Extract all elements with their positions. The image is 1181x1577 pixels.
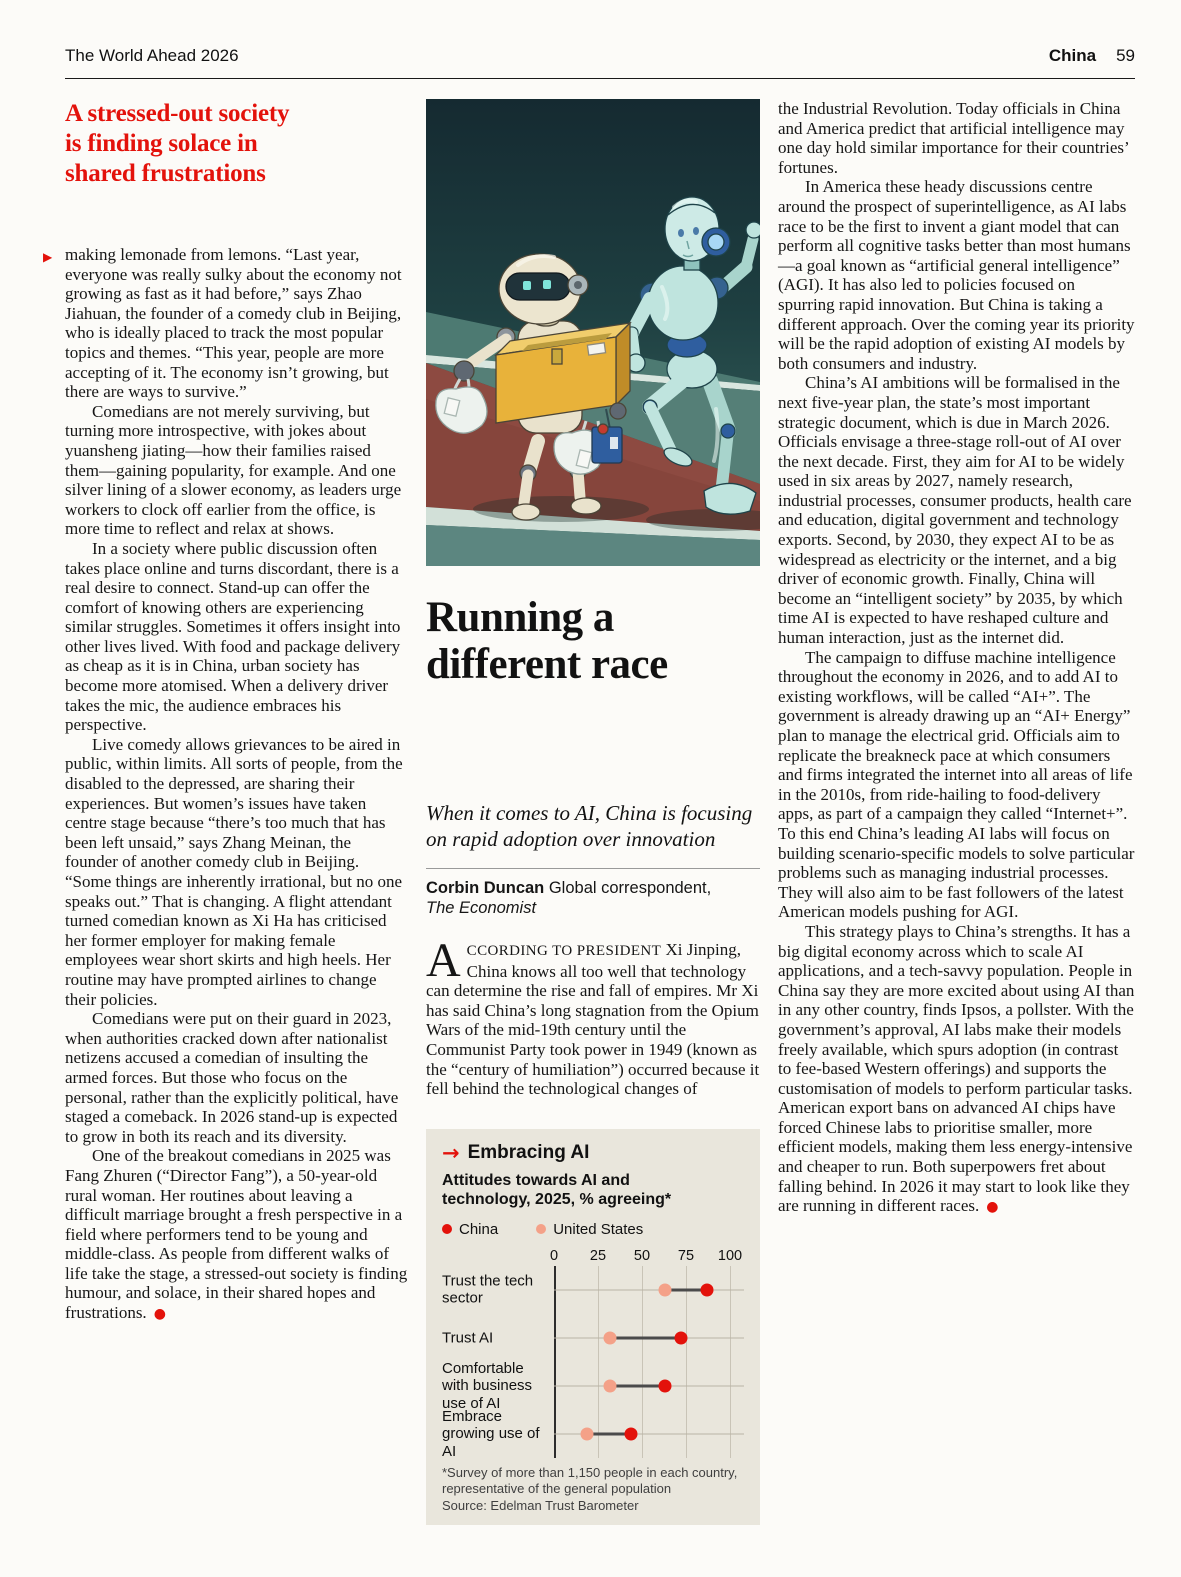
section-label: China [1048,46,1097,65]
article-title [426,594,760,688]
legend-dot-icon [442,1224,452,1234]
body-paragraph: In a society where public discussion often takes place online and turns discordant, there is a real desire to connect. Stand-up can offer the comfort of knowing others are experiencing similar struggles. Sometimes it offers insight into other lives lived. With food and package delivery as cheap as it is in China, urban society has become more atomised. When a delivery driver takes the mic, the audience embraces his perspective. [65,538,401,735]
chart-footnote [442,1465,744,1515]
pull-quote-line: is finding solace in [65,130,258,157]
body-paragraph: Live comedy allows grievances to be aired in public, within limits. All sorts of people, from the disabled to the depressed, are sharing their experiences. But women’s issues have taken centre stage because “there’s too much that has been left unsaid,” says Zhang Meinan, the founder of another comedy club in Beijing. “Some things are inherently irrational, but no one speaks out.” That is changing. A flight attendant turned comedian known as Xi Ha has criticised her former employer for making female employees wear short skirts and high heels. Her routine may have prompted airlines to change their policies. [65,734,403,1009]
body-paragraph: In America these heady discussions centre around the prospect of superintelligence, as AI labs race to be the first to invent a giant model that can perform all cognitive tasks better than most humans—a goal known as “artificial general intelligence” (AGI). It has also led to policies focused on spurring rapid innovation. But China is taking a different approach. Over the coming year its priority will be the rapid adoption of existing AI models by both consumers and industry. [778,177,1135,373]
body-paragraph [65,1146,408,1324]
body-paragraph: the Industrial Revolution. Today officials in China and America predict that artificial intelligence may one day hold similar importance for their countries’ fortunes. [778,99,1129,177]
article-end-dot: ● [986,1199,999,1216]
page-number: 59 [1116,46,1135,65]
body-paragraph [43,245,408,402]
legend-dot-icon [536,1224,546,1234]
chart-source-line: Source: Edelman Trust Barometer [442,1497,639,1513]
drop-cap: A [426,934,461,987]
chart-legend [442,1221,744,1238]
chart-footnote-line: representative of the general population [442,1481,672,1497]
pull-quote-line: shared frustrations [65,160,266,187]
article-title-line: Running a [426,594,614,641]
pull-quote-line: A stressed-out society [65,100,290,127]
byline-rule [426,868,760,869]
paragraph-text: making lemonade from lemons. “Last year, everyone was really sulky about the economy not growing as fast as it had before,” says Zhao Jiahuan, the founder of a comedy club in Beijing, who is ideally placed to track the most popular topics and themes. “This year, people are more accepting of it. The economy isn’t growing, but there are ways to survive.” [65,245,402,402]
paragraph-text: This strategy plays to China’s strengths. It has a big digital economy across which to scale AI applications, and a tech-savvy population. People in China say they are more excited about using AI than in any other country, finds Ipsos, a pollster. With the government’s approval, AI labs make their models freely available, which spurs adoption (in contrast to fee-based Western offerings) and supports the customisation of models to perform particular tasks. American export bans on advanced AI chips have forced Chinese labs to prioritise smaller, more efficient models, making them less energy-intensive and cheaper to run. Both superpowers fret about falling behind. In 2026 it may start to look like they are running in different races. [778,921,1135,1216]
lead-paragraph [426,934,760,1099]
publication-title: The World Ahead 2026 [65,46,239,65]
article-end-dot: ● [153,1306,166,1323]
chart-footnote-line: *Survey of more than 1,150 people in each country, [442,1464,738,1480]
legend-item-united-states [536,1221,643,1238]
legend-item-china [442,1221,498,1238]
body-paragraph: China’s AI ambitions will be formalised in the next five-year plan, the state’s most important strategic document, which is due in March 2026. Officials envisage a three-stage roll-out of AI over the next decade. First, they aim for AI to be widely used in six areas by 2027, namely research, industrial processes, consumer products, health care and education, digital government and technology exports. Second, by 2030, they expect AI to be as widespread as electricity or the internet, and a big driver of economic growth. Finally, China will become an “intelligent society” by 2035, by which time AI is expected to have reshaped culture and human interaction, just as the internet did. [778,373,1132,648]
legend-label: United States [553,1220,644,1238]
right-column [778,99,1135,1525]
chart-title: Embracing AI [467,1141,590,1163]
center-column [426,99,760,1525]
body-paragraph: The campaign to diffuse machine intelligence throughout the economy in 2026, and to add AI to existing workflows, will be called “AI+”. The government is already drawing up an “AI+ Energy” plan to manage the electrical grid. Officials aim to replicate the breakneck pace at which consumers and firms integrated the internet into all areas of life in the 2010s, from ride-hailing to food-delivery apps, as part of a campaign they called “Internet+”. To this end China’s leading AI labs will focus on building scenario-specific models to solve particular problems such as managing industrial processes. They will also aim to be fast followers of the latest American models pushing for AGI. [778,647,1135,922]
lead-smallcaps: CCORDING TO PRESIDENT [466,943,662,959]
body-paragraph [778,922,1135,1218]
byline [426,878,760,918]
standfirst [426,800,760,852]
chart-plot: 0 25 50 75 100 Trust the tech sector Trust AI Comfortable with business use of AI Embrace growing use of AI [442,1247,743,1460]
byline-name: Corbin Duncan [426,879,545,897]
body-paragraph: Comedians are not merely surviving, but turning more introspective, with jokes about yuansheng jiating—how their families raised them—gaining popularity, for example. And one silver lining of a slower economy, as leaders urge workers to clock off earlier from the office, is more time to reflect and relax at shows. [65,401,402,539]
byline-organisation: The Economist [426,899,537,917]
chart-panel [426,1129,760,1526]
robots-running-track-illustration [426,99,760,566]
page-header [65,46,1135,79]
paragraph-text: Xi Jinping, China knows all too well that technology can determine the rise and fall of empires. Mr Xi has said China’s long stagnation from the Opium Wars of the mid-19th century until the Communist Party took power in 1949 (known as the “century of humiliation”) occurred because it fell behind the technological changes of [426,940,760,1099]
standfirst-line: When it comes to AI, China is focusing [426,801,753,825]
chart-subtitle: Attitudes towards AI and technology, 2025, % agreeing* [442,1171,672,1209]
continuation-arrow-icon: ▶ [43,250,53,264]
body-paragraph: Comedians were put on their guard in 2023, when authorities cracked down after nationalist netizens accused a comedian of insulting the armed forces. But those who focus on the personal, rather than the explicitly political, have staged a comeback. In 2026 stand-up is expected to grow in both its reach and its diversity. [65,1009,399,1146]
arrow-icon: → [442,1140,460,1165]
left-column [43,99,408,1525]
pull-quote [65,99,408,189]
article-title-line: different race [426,641,668,688]
paragraph-text: One of the breakout comedians in 2025 was Fang Zhuren (“Director Fang”), a 50-year-old rural woman. Her routines about leaving a difficult marriage brought a fresh perspective in a field where performers tend to be young and middle-class. As people from different walks of life take the stage, a stressed-out society is finding humour, and solace, in their shared hopes and frustrations. [65,1146,408,1323]
byline-role: Global correspondent, [548,879,712,897]
standfirst-line: on rapid adoption over innovation [426,827,716,851]
legend-label: China [459,1220,499,1238]
